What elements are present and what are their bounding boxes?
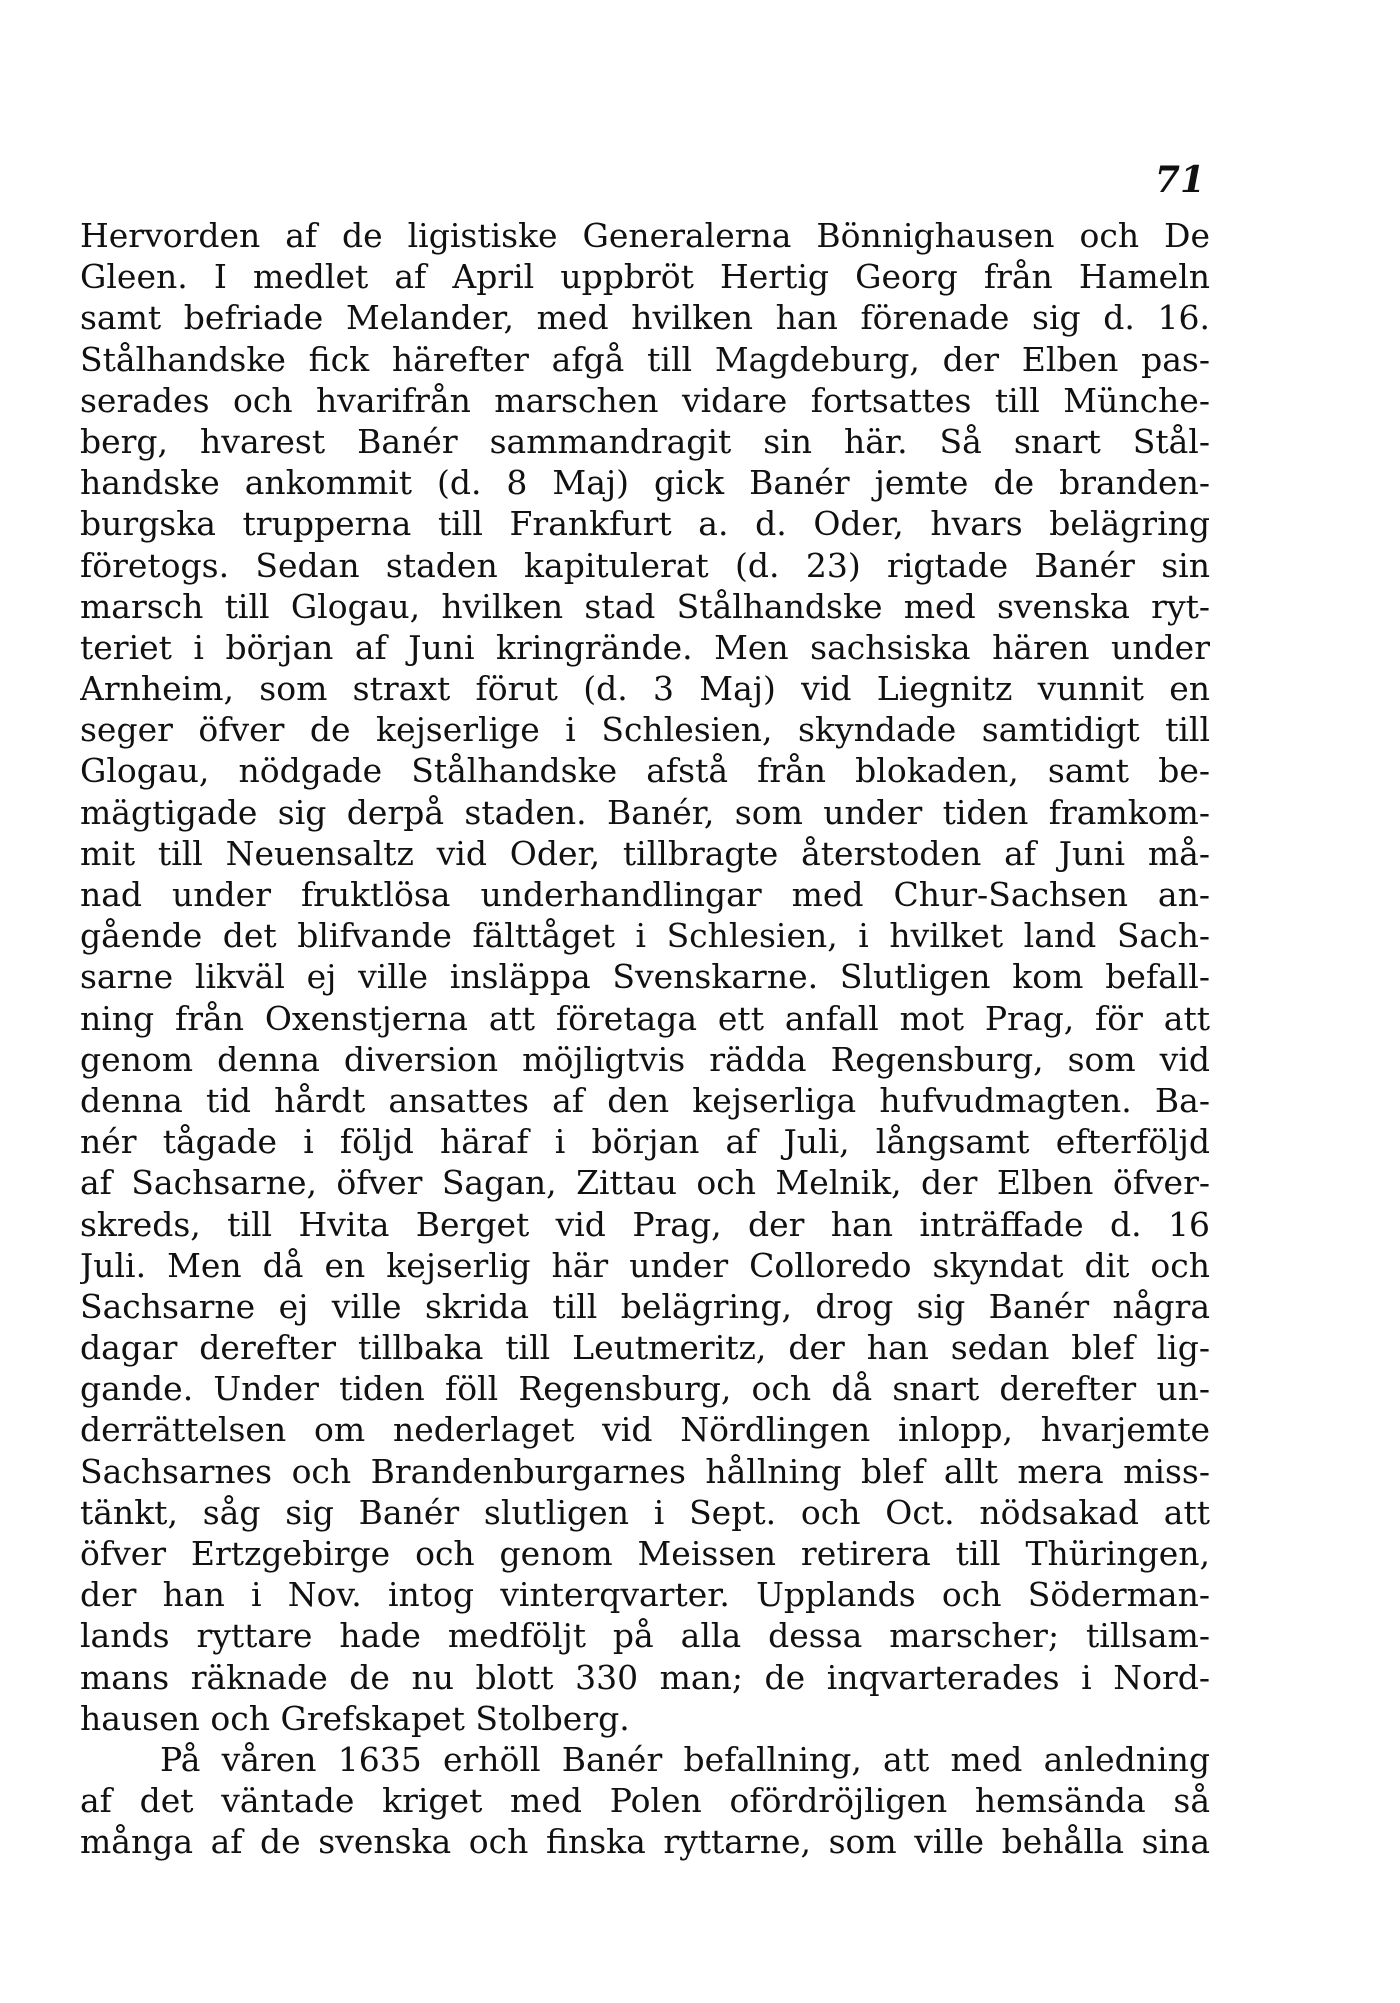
text-line: af det väntade kriget med Polen ofördröjligen hemsända så [80,1781,1210,1821]
text-line: ning från Oxenstjerna att företaga ett anfall mot Prag, för att [80,998,1210,1038]
text-line: hausen och Grefskapet Stolberg. [80,1698,630,1738]
text-line: gande. Under tiden föll Regensburg, och då snart derefter un- [80,1369,1210,1409]
text-line: sarne likväl ej ville insläppa Svenskarne. Slutligen kom befall- [80,957,1210,997]
text-line: gående det blifvande fälttåget i Schlesien, i hvilket land Sach- [80,916,1210,956]
text-line: seger öfver de kejserlige i Schlesien, skyndade samtidigt till [80,710,1210,750]
text-line: nad under fruktlösa underhandlingar med Chur-Sachsen an- [80,875,1210,914]
text-line: Juli. Men då en kejserlig här under Colloredo skyndat dit och [80,1245,1210,1285]
text-line: teriet i början af Juni kringrände. Men sachsiska hären under [80,627,1210,667]
text-line: marsch till Glogau, hvilken stad Stålhandske med svenska ryt- [80,586,1210,626]
text-line: Sachsarnes och Brandenburgarnes hållning blef allt mera miss- [80,1451,1210,1491]
text-line: mit till Neuensaltz vid Oder, tillbragte återstoden af Juni må- [80,833,1210,873]
text-line: nér tågade i följd häraf i början af Juli, långsamt efterföljd [80,1122,1210,1162]
text-line: berg, hvarest Banér sammandragit sin här. Så snart Stål- [80,421,1210,461]
text-line: burgska trupperna till Frankfurt a. d. Oder, hvars belägring [80,504,1210,544]
text-line: der han i Nov. intog vinterqvarter. Upplands och Söderman- [80,1575,1210,1615]
text-line: Stålhandske fick härefter afgå till Magdeburg, der Elben pas- [80,339,1210,379]
page-number: 71 [1154,159,1205,201]
text-line: genom denna diversion möjligtvis rädda Regensburg, som vid [80,1039,1210,1079]
text-line: Glogau, nödgade Stålhandske afstå från blokaden, samt be- [80,751,1210,791]
text-line: dagar derefter tillbaka till Leutmeritz, der han sedan blef lig- [80,1328,1210,1368]
text-line: mägtigade sig derpå staden. Banér, som under tiden framkom- [80,792,1210,832]
text-line: samt befriade Melander, med hvilken han förenade sig d. 16. [80,298,1210,338]
text-line: Gleen. I medlet af April uppbröt Hertig Georg från Hameln [80,257,1210,297]
text-line: företogs. Sedan staden kapitulerat (d. 23) rigtade Banér sin [80,545,1210,585]
text-line: öfver Ertzgebirge och genom Meissen retirera till Thüringen, [80,1534,1210,1573]
text-line: skreds, till Hvita Berget vid Prag, der han inträffade d. 16 [80,1204,1210,1244]
text-line: serades och hvarifrån marschen vidare fortsattes till Münche- [80,380,1210,420]
text-line: Arnheim, som straxt förut (d. 3 Maj) vid Liegnitz vunnit en [80,669,1210,709]
text-line: derrättelsen om nederlaget vid Nördlingen inlopp, hvarjemte [80,1410,1210,1450]
text-line: Sachsarne ej ville skrida till belägring, drog sig Banér några [80,1286,1210,1326]
text-line: tänkt, såg sig Banér slutligen i Sept. och Oct. nödsakad att [80,1492,1210,1532]
text-line: lands ryttare hade medföljt på alla dessa marscher; tillsam- [80,1616,1210,1656]
text-line: Hervorden af de ligistiske Generalerna Bönnighausen och De [80,216,1210,255]
text-line: af Sachsarne, öfver Sagan, Zittau och Melnik, der Elben öfver- [80,1163,1210,1203]
text-line: På våren 1635 erhöll Banér befallning, att med anledning [160,1739,1210,1779]
text-line: många af de svenska och finska ryttarne, som ville behålla sina [80,1822,1210,1862]
text-line: handske ankommit (d. 8 Maj) gick Banér jemte de branden- [80,463,1210,503]
body-text [80,215,1210,1863]
text-line: mans räknade de nu blott 330 man; de inqvarterades i Nord- [80,1657,1210,1697]
text-line: denna tid hårdt ansattes af den kejserliga hufvudmagten. Ba- [80,1080,1210,1120]
